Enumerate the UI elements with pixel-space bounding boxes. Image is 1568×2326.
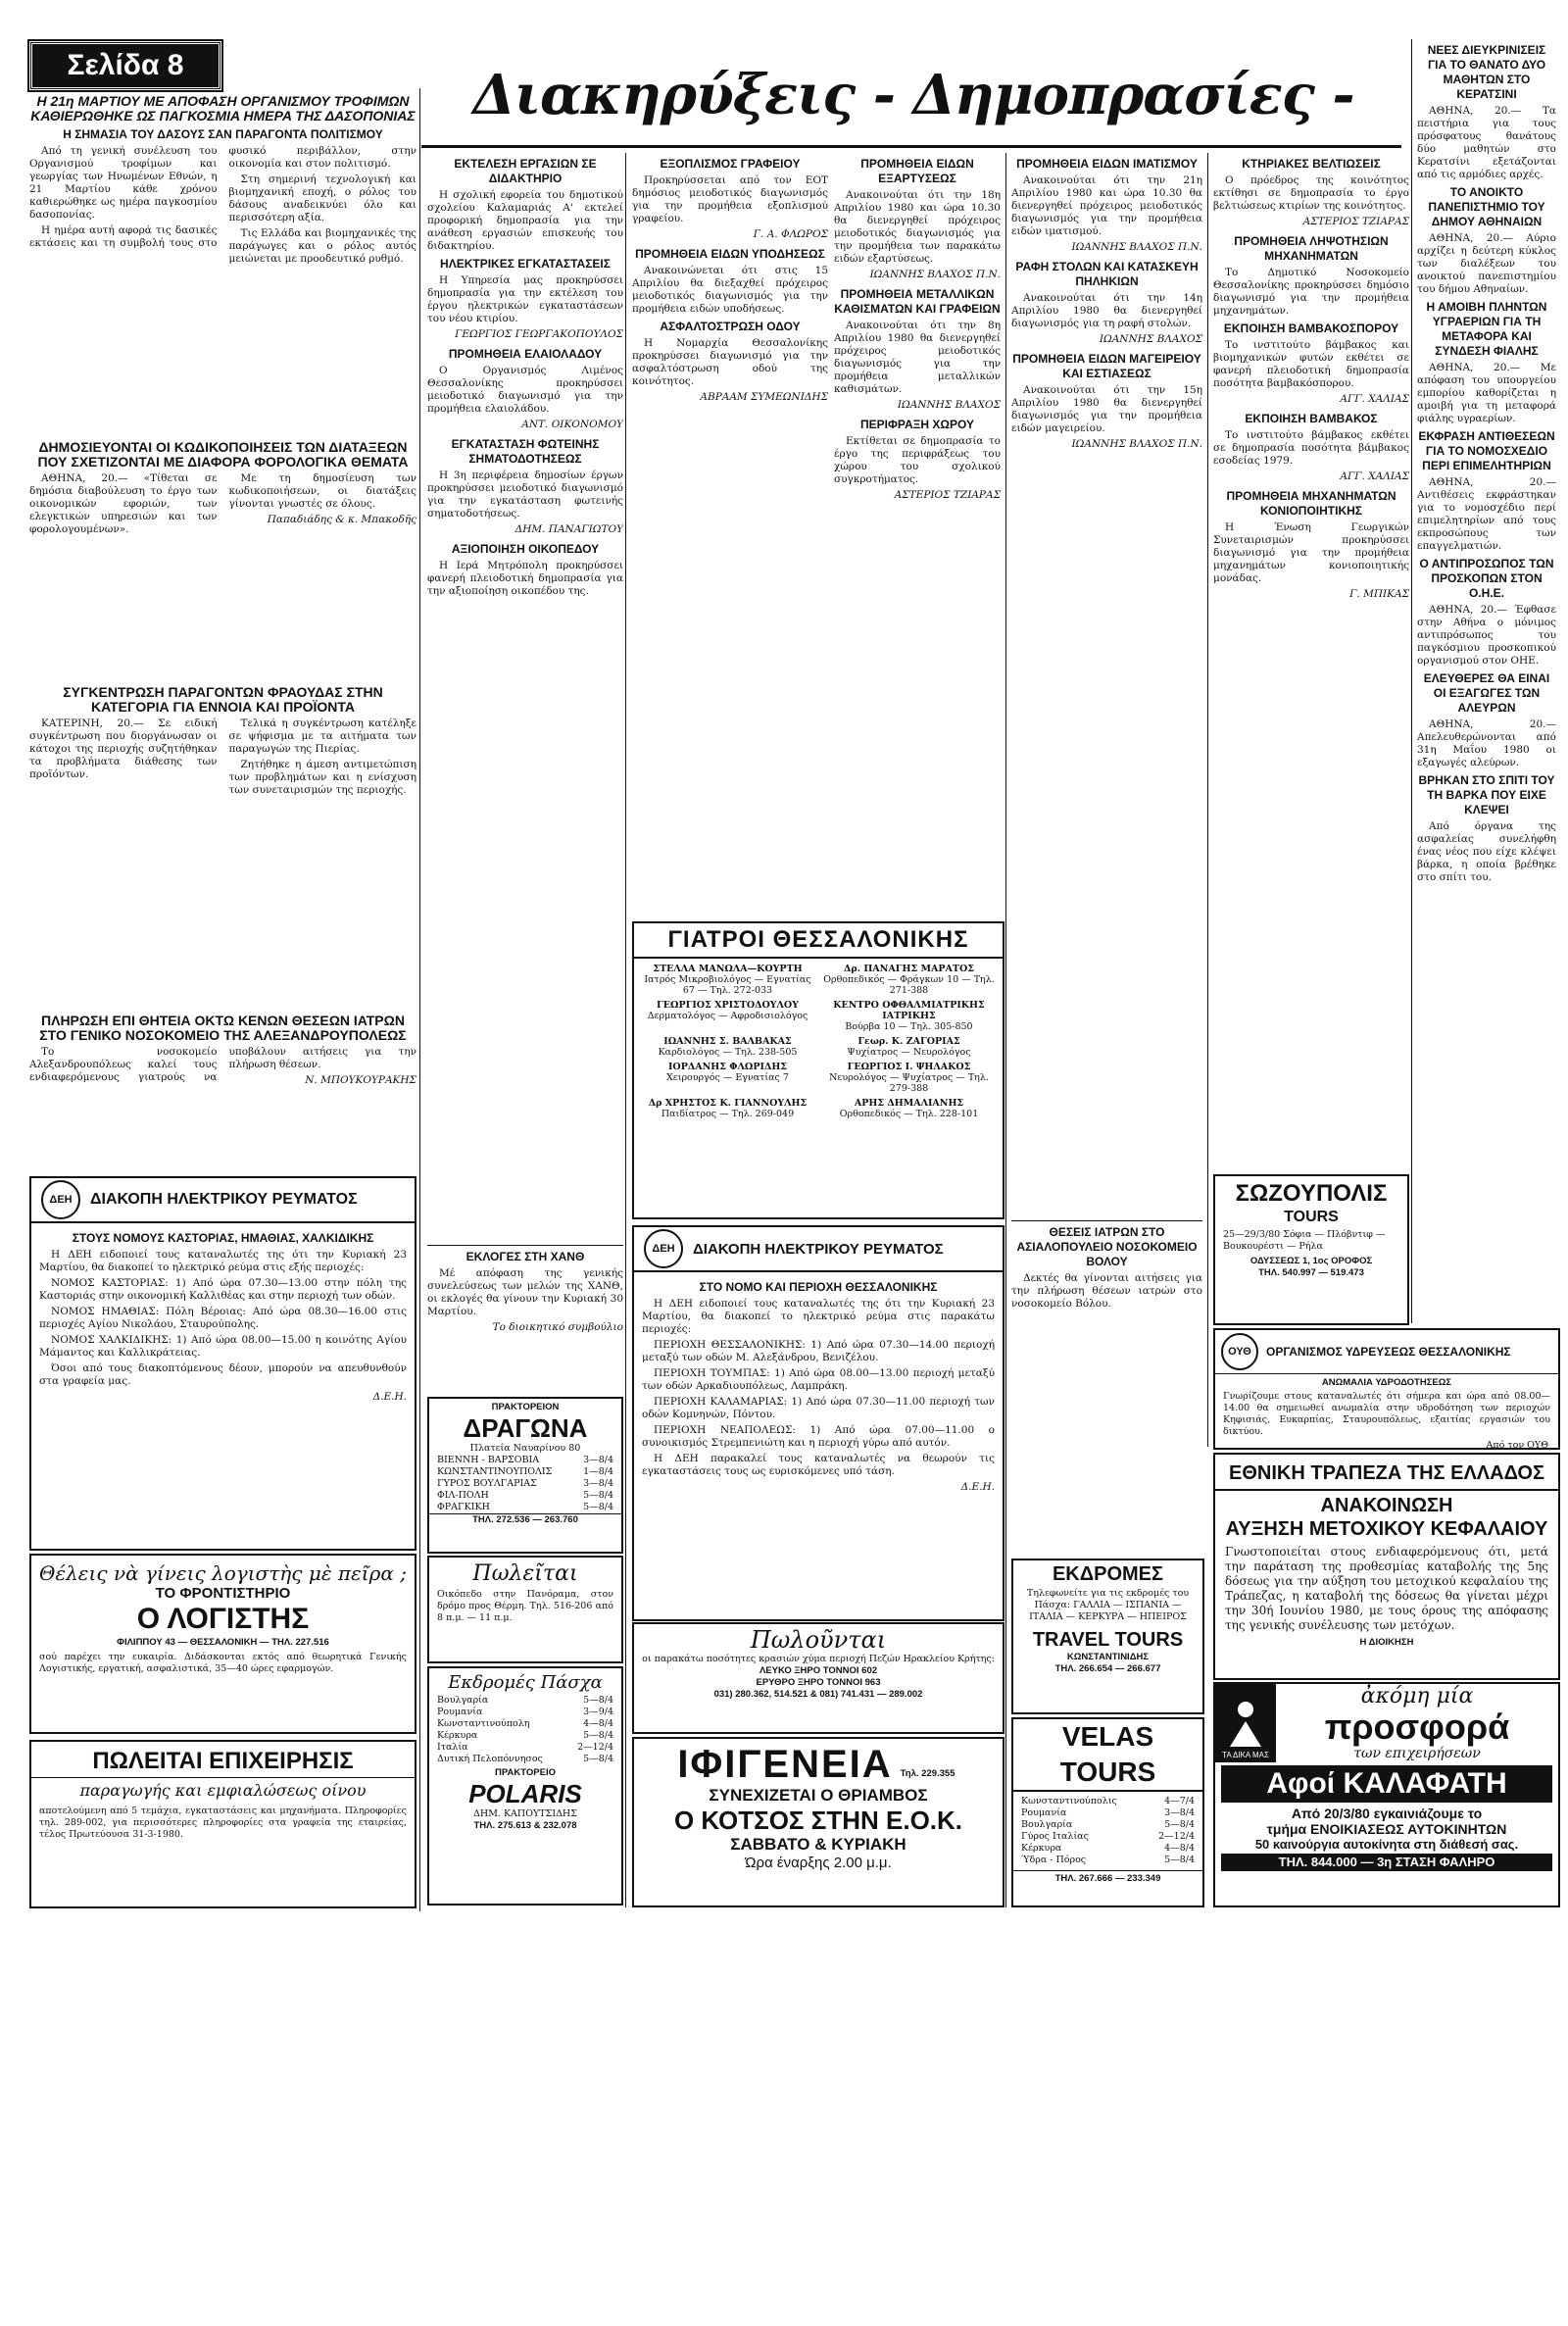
tax-article [29, 436, 416, 671]
volos-headline: ΘΕΣΕΙΣ ΙΑΤΡΩΝ ΣΤΟ ΑΣΙΑΛΟΠΟΥΛΕΙΟ ΝΟΣΟΚΟΜΕΙΟ ΒΟΛΟΥ [1016, 1225, 1198, 1268]
route-date: 4—7/4 [1164, 1796, 1195, 1806]
doctor-name: ΚΕΝΤΡΟ ΟΦΘΑΛΜΙΑΤΡΙΚΗΣ ΙΑΤΡΙΚΗΣ [833, 1000, 985, 1021]
route-date: 4—8/4 [583, 1718, 613, 1729]
sozo-addr: ΟΔΥΣΣΕΩΣ 1, 1ος ΟΡΟΦΟΣ [1250, 1256, 1373, 1266]
route-date: 4—8/4 [1164, 1843, 1195, 1854]
accountant-prep: ΤΟ ΦΡΟΝΤΙΣΤΗΡΙΟ [155, 1585, 291, 1602]
route-name: Κέρκυρα [1021, 1843, 1062, 1854]
route-row [1021, 1819, 1195, 1831]
chairs-headline: ΠΡΟΜΗΘΕΙΑ ΜΕΤΑΛΛΙΚΩΝ ΚΑΘΙΣΜΑΤΩΝ ΚΑΙ ΓΡΑΦΕΙΩΝ [834, 287, 1001, 316]
power-center-headline: ΣΤΟ ΝΟΜΟ ΚΑΙ ΠΕΡΙΟΧΗ ΘΕΣΣΑΛΟΝΙΚΗΣ [699, 1280, 938, 1294]
crete-text: οι παρακάτω ποσότητες κρασιών χύμα περιοχή Πεζών Ηρακλείου Κρήτης: [642, 1654, 995, 1664]
doctor-entry [823, 964, 995, 996]
power-center-notice [632, 1225, 1004, 1621]
crete-wine2: ΕΡΥΘΡΟ ΞΗΡΟ ΤΟΝΝΟΙ 963 [756, 1677, 881, 1688]
route-row [437, 1707, 613, 1718]
doctor-entry [642, 1000, 813, 1032]
kitchen-sign: ΙΩΑΝΝΗΣ ΒΛΑΧΟΣ Π.Ν. [1071, 438, 1202, 450]
volos-text: Δεκτές θα γίνονται αιτήσεις για την πλήρωση θέσεων ιατρών στο νοσοκομείο Βόλου. [1011, 1272, 1202, 1310]
signals-headline: ΕΓΚΑΤΑΣΤΑΣΗ ΦΩΤΕΙΝΗΣ ΣΗΜΑΤΟΔΟΤΗΣΕΩΣ [451, 437, 600, 466]
theatre-line1: ΣΥΝΕΧΙΖΕΤΑΙ Ο ΘΡΙΑΜΒΟΣ [709, 1786, 928, 1805]
route-row [437, 1478, 613, 1490]
theatre-line4: Ώρα έναρξης 2.00 μ.μ. [745, 1855, 892, 1871]
dei-logo-icon: ΔΕΗ [644, 1229, 683, 1268]
route-name: ΦΡΑΓΚΙΚΗ [437, 1502, 490, 1512]
business-sale-ad [29, 1740, 416, 1908]
route-name: ΒΙΕΝΝΗ - ΒΑΡΣΟΒΙΑ [437, 1455, 540, 1465]
fence-text: Εκτίθεται σε δημοπρασία το έργο της περιφράξεως του χώρου του σχολικού συγκροτήματος. [834, 435, 1001, 485]
pasxa-agency-label: ΠΡΑΚΤΟΡΕΙΟ [495, 1767, 556, 1778]
flour-headline: ΕΛΕΥΘΕΡΕΣ ΘΑ ΕΙΝΑΙ ΟΙ ΕΞΑΓΩΓΕΣ ΤΩΝ ΑΛΕΥΡΩΝ [1423, 671, 1550, 715]
fraud-p2: Τελικά η συγκέντρωση κατέληξε σε ψήφισμα με τα αιτήματα των παραγωγών της Πιερίας. [228, 718, 416, 755]
fraud-headline: ΣΥΓΚΕΝΤΡΩΣΗ ΠΑΡΑΓΟΝΤΩΝ ΦΡΑΟΥΔΑΣ ΣΤΗΝ ΚΑΤΕΓΟΡΙΑ ΓΙΑ ΕΝΝΟΙΑ ΚΑΙ ΠΡΟΪΟΝΤΑ [63, 684, 383, 715]
route-row [1021, 1831, 1195, 1843]
route-date: 5—8/4 [583, 1754, 613, 1764]
pasxa-title: Εκδρομές Πάσχα [448, 1672, 603, 1693]
kalafati-logo: ΤΑ ΔΙΚΑ ΜΑΣ [1215, 1684, 1276, 1762]
route-name: Κωνσταντινούπολη [437, 1718, 530, 1729]
accountant-address: ΦΙΛΙΠΠΟΥ 43 — ΘΕΣΣΑΛΟΝΙΚΗ — ΤΗΛ. 227.516 [117, 1637, 329, 1648]
banner-rule [421, 145, 1401, 148]
route-date: 3—8/4 [583, 1455, 613, 1465]
doctor-entry [642, 1062, 813, 1094]
doctor-name: Δρ ΧΡΗΣΤΟΣ Κ. ΓΙΑΝΝΟΥΛΗΣ [648, 1098, 808, 1109]
clothing-text: Ανακοινούται ότι την 21η Απριλίου 1980 και ώρα 10.30 θα διενεργηθεί πρόχειρος μειοδοτικός διαγωνισμός για την προμήθεια ειδών ιματισμού. [1011, 174, 1202, 237]
doctor-info: Ιατρός Μικροβιολόγος — Εγνατίας 67 — Τηλ. 272-033 [644, 974, 811, 996]
pasxa-agency: POLARIS [468, 1779, 582, 1808]
doctor-name: Γεωρ. Κ. ΖΑΓΟΡΙΑΣ [858, 1036, 960, 1047]
route-row [437, 1466, 613, 1478]
doctor-info: Παιδίατρος — Τηλ. 269-049 [661, 1109, 795, 1119]
banner-title: Διακηρύξεις - Δημοπρασίες - [472, 63, 1354, 127]
scouts-text: ΑΘΗΝΑ, 20.— Έφθασε στην Αθήνα ο μόνιμος αντιπρόσωπος του παγκόσμιου προσκοπικού οργανισμού στον ΟΗΕ. [1417, 604, 1556, 667]
travel-name: TRAVEL TOURS [1032, 1629, 1184, 1651]
power-center-p1: Η ΔΕΗ ειδοποιεί τους καταναλωτές της ότι την Κυριακή 23 Μαρτίου, θα διακοπεί το ηλεκτρικό ρεύμα στις παρακάτω περιοχές: [642, 1298, 995, 1335]
buildings-sign: ΑΣΤΕΡΙΟΣ ΤΖΙΑΡΑΣ [1302, 216, 1409, 227]
doctor-name: ΑΡΗΣ ΔΗΜΑΛΙΑΝΗΣ [854, 1098, 964, 1109]
doctor-info: Ορθοπεδικός — Φράγκων 10 — Τηλ. 271-388 [823, 974, 995, 996]
business-sale-text: αποτελούμενη από 5 τεμάχια, εγκαταστάσεις και μηχανήματα. Πληροφορίες τηλ. 289-002, για περισσότερες πληροφορίες στα γραφεία της εταιρείας, τέλος Πρωτεύουσα 31-3-1980. [39, 1806, 407, 1840]
cottonseed-sign: ΑΓΓ. ΧΑΛΙΑΣ [1340, 393, 1409, 405]
tax-headline: ΔΗΜΟΣΙΕΥΟΝΤΑΙ ΟΙ ΚΩΔΙΚΟΠΟΙΗΣΕΙΣ ΤΩΝ ΔΙΑΤΑΞΕΩΝ ΠΟΥ ΣΧΕΤΙΖΟΝΤΑΙ ΜΕ ΔΙΑΦΟΡΑ ΦΟΡΟΛΟΓΙΚΑ ΘΕΜΑΤΑ [37, 439, 409, 470]
doctor-info: Δερματολόγος — Αφροδισιολόγος [647, 1011, 808, 1021]
velas-phone: ΤΗΛ. 267.666 — 233.349 [1013, 1870, 1202, 1885]
route-date: 2—12/4 [577, 1742, 613, 1753]
office-equipment-sign: Γ. Α. ΦΛΩΡΟΣ [753, 228, 828, 240]
route-row [1021, 1796, 1195, 1807]
route-name: Γύρος Ιταλίας [1021, 1831, 1089, 1842]
route-row [1021, 1843, 1195, 1855]
pasxa-ad [427, 1666, 623, 1905]
olive-oil-headline: ΠΡΟΜΗΘΕΙΑ ΕΛΑΙΟΛΑΔΟΥ [448, 347, 603, 361]
news-column-7 [1417, 39, 1556, 1323]
route-row [1021, 1807, 1195, 1819]
plot-headline: ΑΞΙΟΠΟΙΗΣΗ ΟΙΚΟΠΕΔΟΥ [451, 542, 600, 556]
power-left-p3: ΝΟΜΟΣ ΗΜΑΘΙΑΣ: Πόλη Βέροιας: Από ώρα 08.30—16.00 στις περιοχές Αγίου Νικολάου, Σταυρούπολης. [39, 1306, 407, 1330]
uniforms-text: Ανακοινούται ότι την 14η Απριλίου 1980 θα διενεργηθεί διαγωνισμός για τη ραφή στολών. [1011, 292, 1202, 329]
power-left-notice [29, 1176, 416, 1551]
kitchen-text: Ανακοινούται ότι την 15η Απριλίου 1980 θα διενεργηθεί διαγωνισμός για την προμήθεια ειδών μαγειρείου. [1011, 384, 1202, 434]
dei-logo-icon: ΔΕΗ [41, 1180, 80, 1219]
doctor-entry [642, 1036, 813, 1058]
route-name: ΦΙΛ-ΠΟΛΗ [437, 1490, 489, 1501]
doctor-entry [823, 1036, 995, 1058]
electrical-sign: ΓΕΩΡΓΙΟΣ ΓΕΩΡΓΑΚΟΠΟΥΛΟΣ [455, 328, 623, 340]
route-name: Ρουμανία [437, 1707, 483, 1717]
xanth-elections [427, 1245, 623, 1393]
kalafati-line3: των επιχειρήσεων [1353, 1746, 1481, 1761]
plot-text: Η Ιερά Μητρόπολη προκηρύσσει φανερή πλειοδοτική δημοπρασία για την αξιοποίηση οικοπέδου της. [427, 560, 623, 597]
kitchen-headline: ΠΡΟΜΗΘΕΙΑ ΕΙΔΩΝ ΜΑΓΕΙΡΕΙΟΥ ΚΑΙ ΕΣΤΙΑΣΕΩΣ [1012, 352, 1201, 380]
forests-p3: Στη σημερινή τεχνολογική και βιομηχανική εποχή, ο ρόλος του δάσους αναδεικνύει όλο και περισσότερη αξία. [228, 173, 416, 223]
doctor-name: ΓΕΩΡΓΙΟΣ Ι. ΨΗΛΑΚΟΣ [847, 1062, 971, 1072]
forests-p2: Η ημέρα αυτή αφορά τις δασικές εκτάσεις και τη συμβολή τους στο φυσικό περιβάλλον, στην οικονομία και στον πολιτισμό. [29, 145, 416, 249]
velas-name: VELAS TOURS [1013, 1719, 1202, 1792]
doctors-directory [632, 921, 1004, 1219]
office-equipment-text: Προκηρύσσεται από τον ΕΟΤ δημόσιος μειοδοτικός διαγωνισμός για την προμήθεια εξοπλισμού γραφείου. [632, 174, 828, 224]
accountant-tagline: Θέλεις νὰ γίνεις λογιστὴς μὲ πεῖρα ; [39, 1561, 407, 1585]
power-center-p2: ΠΕΡΙΟΧΗ ΘΕΣΣΑΛΟΝΙΚΗΣ: 1) Από ώρα 07.30—14.00 περιοχή μεταξύ των οδών Μ. Αλεξάνδρου, Βενιζέλου. [642, 1339, 995, 1363]
route-name: Ύδρα - Πόρος [1021, 1855, 1087, 1865]
tenders-column-6 [1213, 153, 1409, 1167]
machines-headline: ΠΡΟΜΗΘΕΙΑ ΛΗΨΟΤΗΣΙΩΝ ΜΗΧΑΝΗΜΑΤΩΝ [1234, 234, 1389, 263]
doctor-info: Καρδιολόγος — Τηλ. 238-505 [658, 1047, 798, 1058]
accountant-name: Ο ΛΟΓΙΣΤΗΣ [136, 1603, 310, 1635]
tenders-column-4 [834, 153, 1001, 917]
doctor-entry [642, 1098, 813, 1119]
doctors-p1: Το νοσοκομείο Αλεξανδρουπόλεως καλεί τους ενδιαφερόμενους γιατρούς να υποβάλουν αιτήσεις για την πλήρωση θέσεων. [29, 1046, 416, 1083]
bank-sub: ΑΝΑΚΟΙΝΩΣΗ [1320, 1495, 1453, 1516]
route-row [437, 1490, 613, 1502]
keratsini-headline: ΝΕΕΣ ΔΙΕΥΚΡΙΝΙΣΕΙΣ ΓΙΑ ΤΟ ΘΑΝΑΤΟ ΔΥΟ ΜΑΘΗΤΩΝ ΣΤΟ ΚΕΡΑΤΣΙΝΙ [1427, 43, 1546, 101]
asphalt-text: Η Νομαρχία Θεσσαλονίκης προκηρύσσει διαγωνισμό για την ασφαλτόστρωση οδού της κοινότητος. [632, 337, 828, 387]
route-date: 5—8/4 [583, 1502, 613, 1512]
cottonseed-headline: ΕΚΠΟΙΗΣΗ ΒΑΜΒΑΚΟΣΠΟΡΟΥ [1223, 322, 1399, 335]
doctor-entry [642, 964, 813, 996]
route-date: 3—9/4 [583, 1707, 613, 1717]
route-row [437, 1754, 613, 1765]
forests-p1: Από τη γενική συνέλευση του Οργανισμού τροφίμων και γεωργίας των Ηνωμένων Εθνών, η 21 Μαρτίου κάθε χρόνου καθιερώθηκε ως ημέρα παγκοσμίου δασοπονίας. [29, 145, 218, 221]
oyth-logo: ΟΥΘ [1221, 1333, 1258, 1370]
route-row [437, 1730, 613, 1742]
accountant-text: σού παρέχει την ευκαιρία. Διδάσκονται εκτός από θεωρητικά Γενικής Λογιστικής, εργατική, ασφαλιστικά, 35—40 ώρες εφαρμογών. [39, 1652, 407, 1674]
velas-ad [1011, 1717, 1204, 1907]
doctor-info: Βούρβα 10 — Τηλ. 305-850 [845, 1021, 973, 1032]
olive-oil-sign: ΑΝΤ. ΟΙΚΟΝΟΜΟΥ [521, 419, 623, 430]
power-left-banner: ΔΕΗ ΔΙΑΚΟΠΗ ΗΛΕΚΤΡΙΚΟΥ ΡΕΥΜΑΤΟΣ [31, 1178, 415, 1223]
open-uni-headline: ΤΟ ΑΝΟΙΚΤΟ ΠΑΝΕΠΙΣΤΗΜΙΟ ΤΟΥ ΔΗΜΟΥ ΑΘΗΝΑΙΩΝ [1428, 185, 1545, 228]
doctor-info: Νευρολόγος — Ψυχίατρος — Τηλ. 279-388 [829, 1072, 989, 1094]
doctors-article [29, 1010, 416, 1171]
harness-sign: ΙΩΑΝΝΗΣ ΒΛΑΧΟΣ Π.Ν. [869, 269, 1001, 280]
sozo-phone: ΤΗΛ. 540.997 — 519.473 [1258, 1267, 1364, 1278]
bank-sign: Η ΔΙΟΙΚΗΣΗ [1359, 1637, 1414, 1648]
oyth-headline: ΑΝΩΜΑΛΙΑ ΥΔΡΟΔΟΤΗΣΕΩΣ [1321, 1377, 1452, 1388]
oyth-text: Γνωρίζουμε στους καταναλωτές ότι σήμερα και ώρα από 08.00—14.00 θα σημειωθεί ανωμαλία στην υδροδότηση των περιοχών Κηφισιάς, Ευκαρπίας, Σταυρουπόλεως, εξαιτίας εργασιών του δικτύου. [1223, 1391, 1550, 1437]
forests-article [29, 90, 416, 428]
travel-phone: ΤΗΛ. 266.654 — 266.677 [1054, 1663, 1161, 1674]
route-name: Ιταλία [437, 1742, 468, 1753]
dragona-addr: Πλατεία Ναυαρίνου 80 [469, 1443, 581, 1454]
bank-head: ΑΥΞΗΣΗ ΜΕΤΟΧΙΚΟΥ ΚΕΦΑΛΑΙΟΥ [1225, 1518, 1548, 1540]
route-row [437, 1455, 613, 1466]
bank-notice [1213, 1453, 1560, 1680]
route-date: 3—8/4 [1164, 1807, 1195, 1818]
sozo-tours: TOURS [1284, 1209, 1339, 1225]
clothing-sign: ΙΩΑΝΝΗΣ ΒΛΑΧΟΣ Π.Ν. [1071, 241, 1202, 253]
doctor-name: ΙΩΑΝΝΗΣ Σ. ΒΑΛΒΑΚΑΣ [663, 1036, 792, 1047]
power-left-p1: Η ΔΕΗ ειδοποιεί τους καταναλωτές της ότι την Κυριακή 23 Μαρτίου, θα διακοπεί το ηλεκτρικό ρεύμα στις εξής περιοχές: [39, 1249, 407, 1273]
fence-headline: ΠΕΡΙΦΡΑΞΗ ΧΩΡΟΥ [860, 418, 974, 431]
harness-text: Ανακοινούται ότι την 18η Απριλίου 1980 και ώρα 10.30 θα διενεργηθεί πρόχειρος μειοδοτικός διαγωνισμός για την προμήθεια των παρακάτω ειδών εξαρτύσεως. [834, 189, 1001, 265]
kalafati-line5: τμήμα ΕΝΟΙΚΙΑΣΕΩΣ ΑΥΤΟΚΙΝΗΤΩΝ [1266, 1821, 1507, 1837]
xanth-text: Μέ απόφαση της γενικής συνελεύσεως των μελών της ΧΑΝΘ, οι εκλογές θα γίνουν την Κυριακή 30 Μαρτίου. [427, 1267, 623, 1317]
page-label: Σελίδα 8 [29, 41, 221, 90]
crete-title: Πωλοῦνται [750, 1626, 887, 1654]
bank-text: Γνωστοποιείται στους ενδιαφερόμενους ότι, μετά την παράταση της προθεσμίας καταβολής της 5ης δόσεως για την αύξηση του μετοχικού κεφαλαίου της Τράπεζας, η καταβολή της δόσεως θα γίνεται μέχρι την 30ή Ιουνίου 1980, με τους όρους της απόφασης της γενικής συνέλευσης των μετόχων. [1225, 1545, 1548, 1632]
doctor-name: Δρ. ΠΑΝΑΓΗΣ ΜΑΡΑΤΟΣ [844, 964, 974, 974]
chambers-text: ΑΘΗΝΑ, 20.— Αντιθέσεις εκφράστηκαν για το νομοσχέδιο περί επιμελητηρίων από τους εκπροσώπους των επαγγελματιών. [1417, 476, 1556, 552]
route-date: 5—8/4 [1164, 1819, 1195, 1830]
velas-routes [1013, 1792, 1202, 1870]
accountant-ad [29, 1554, 416, 1734]
power-center-sign: Δ.Ε.Η. [960, 1481, 995, 1493]
cotton-headline: ΕΚΠΟΙΗΣΗ ΒΑΜΒΑΚΟΣ [1245, 412, 1378, 425]
milling-text: Η Ένωση Γεωργικών Συνεταιρισμών προκηρύσσει διαγωνισμό για την προμήθεια μηχανημάτων κονιοποιητικής μονάδας. [1213, 521, 1409, 584]
excursions-text: Τηλεφωνείτε για τις εκδρομές του Πάσχα: ΓΑΛΛΙΑ — ΙΣΠΑΝΙΑ — ΙΤΑΛΙΑ — ΚΕΡΚΥΡΑ — ΗΠΕΙΡΟΣ [1026, 1588, 1190, 1622]
power-left-headline: ΣΤΟΥΣ ΝΟΜΟΥΣ ΚΑΣΤΟΡΙΑΣ, ΗΜΑΘΙΑΣ, ΧΑΛΚΙΔΙΚΗΣ [72, 1231, 374, 1245]
route-name: Βουλγαρία [437, 1695, 489, 1706]
theatre-line2: Ο ΚΟΤΣΟΣ ΣΤΗΝ Ε.Ο.Κ. [673, 1806, 963, 1835]
sozo-text: 25—29/3/80 Σόφια — Πλόβντιφ — Βουκουρέστι — Ρήλα [1223, 1229, 1386, 1252]
kalafati-phone: ΤΗΛ. 844.000 — 3η ΣΤΑΣΗ ΦΑΛΗΡΟ [1221, 1854, 1552, 1871]
business-sale-subtitle: παραγωγής και εμφιαλώσεως οίνου [79, 1781, 367, 1800]
pasxa-addr: ΔΗΜ. ΚΑΠΟΥΤΣΙΔΗΣ [473, 1808, 577, 1819]
dragona-phone: ΤΗΛ. 272.536 — 263.760 [429, 1513, 621, 1526]
doctor-entry [823, 1098, 995, 1119]
clothing-headline: ΠΡΟΜΗΘΕΙΑ ΕΙΔΩΝ ΙΜΑΤΙΣΜΟΥ [1016, 157, 1198, 171]
route-name: Ρουμανία [1021, 1807, 1067, 1818]
buildings-text: Ο πρόεδρος της κοινότητος εκτίθησι σε δημοπρασία το έργο βελτιώσεως κτιρίων της κοινότητος. [1213, 174, 1409, 212]
route-name: ΚΩΝΣΤΑΝΤΙΝΟΥΠΟΛΙΣ [437, 1466, 553, 1477]
power-center-p6: Η ΔΕΗ παρακαλεί τους καταναλωτές να θεωρούν τις εγκαταστάσεις τους ως ευρισκόμενες υπό τάση. [642, 1453, 995, 1477]
olive-oil-text: Ο Οργανισμός Λιμένος Θεσσαλονίκης προκηρύσσει μειοδοτικό διαγωνισμό για την προμήθεια ελαιολάδου. [427, 365, 623, 415]
route-date: 5—8/4 [583, 1730, 613, 1741]
sozopolis-ad [1213, 1174, 1409, 1325]
asphalt-sign: ΑΒΡΑΑΜ ΣΥΜΕΩΝΙΔΗΣ [700, 391, 828, 403]
theatre-ad [632, 1737, 1004, 1907]
scouts-headline: Ο ΑΝΤΙΠΡΟΣΩΠΟΣ ΤΩΝ ΠΡΟΣΚΟΠΩΝ ΣΤΟΝ Ο.Η.Ε. [1419, 557, 1554, 600]
open-uni-text: ΑΘΗΝΑ, 20.— Αύριο αρχίζει η δεύτερη κύκλος των διαλέξεων του ανοικτού πανεπιστημίου του δήμου Αθηναίων. [1417, 232, 1556, 295]
uniforms-sign: ΙΩΑΝΝΗΣ ΒΛΑΧΟΣ [1099, 333, 1202, 345]
lpg-text: ΑΘΗΝΑ, 20.— Με απόφαση του υπουργείου εμπορίου καθορίζεται η αμοιβή για τη μεταφορά φιάλης υγραερίων. [1417, 362, 1556, 424]
kalafati-ad [1213, 1682, 1560, 1907]
power-center-p3: ΠΕΡΙΟΧΗ ΤΟΥΜΠΑΣ: 1) Από ώρα 08.00—13.00 περιοχή μεταξύ των οδών Αρκαδιουπόλεως, Λαμπράκη. [642, 1367, 995, 1392]
boat-text: Από όργανα της ασφαλείας συνελήφθη ένας νέος που είχε κλέψει βάρκα, η οποία βρέθηκε στο σπίτι του. [1417, 820, 1556, 883]
forests-headline: Η 21η ΜΑΡΤΙΟΥ ΜΕ ΑΠΟΦΑΣΗ ΟΡΓΑΝΙΣΜΟΥ ΤΡΟΦΙΜΩΝ ΚΑΘΙΕΡΩΘΗΚΕ ΩΣ ΠΑΓΚΟΣΜΙΑ ΗΜΕΡΑ ΤΗΣ ΔΑΣΟΠΟΝΙΑΣ [30, 93, 416, 124]
power-center-p4: ΠΕΡΙΟΧΗ ΚΑΛΑΜΑΡΙΑΣ: 1) Από ώρα 07.30—11.00 περιοχή των οδών Κομνηνών, Πόντου. [642, 1396, 995, 1420]
tenders-column-3 [632, 153, 828, 917]
power-center-p5: ΠΕΡΙΟΧΗ ΝΕΑΠΟΛΕΩΣ: 1) Από ώρα 07.00—11.00 ο συνοικισμός Στρεμπενιώτη και η περιοχή γύρω από αυτόν. [642, 1424, 995, 1449]
power-left-p4: ΝΟΜΟΣ ΧΑΛΚΙΔΙΚΗΣ: 1) Από ώρα 08.00—15.00 η κοινότης Αγίου Μάμαντος και Καλλικράτειας. [39, 1334, 407, 1359]
doctor-name: ΙΟΡΔΑΝΗΣ ΦΛΩΡΙΔΗΣ [667, 1062, 788, 1072]
dragona-label: ΠΡΑΚΤΟΡΕΙΟΝ [491, 1402, 560, 1412]
travel-sub: ΚΩΝΣΤΑΝΤΙΝΙΔΗΣ [1066, 1652, 1150, 1662]
excursions-ad [1011, 1559, 1204, 1714]
kalafati-line4: Από 20/3/80 εγκαινιάζουμε το [1291, 1806, 1483, 1821]
pasxa-phone: ΤΗΛ. 275.613 & 232.078 [473, 1820, 577, 1831]
crete-phone: 031) 280.362, 514.521 & 081) 741.431 — 289.002 [713, 1689, 923, 1700]
route-date: 3—8/4 [583, 1478, 613, 1489]
kalafati-line6: 50 καινούργια αυτοκίνητα στη διάθεσή σας. [1254, 1837, 1519, 1852]
tax-p2: Με τη δημοσίευση των κωδικοποιήσεων, οι διατάξεις γίνονται γνωστές σε όλους. [228, 472, 416, 510]
tenders-column-2 [427, 153, 623, 1243]
doctor-info: Ορθοπεδικός — Τηλ. 228-101 [839, 1109, 979, 1119]
doctor-name: ΣΤΕΛΛΑ ΜΑΝΩΛΑ—ΚΟΥΡΤΗ [653, 964, 803, 974]
sozo-name: ΣΩΖΟΥΠΟΛΙΣ [1235, 1180, 1388, 1207]
person-icon [1238, 1702, 1253, 1717]
route-row [437, 1502, 613, 1513]
route-name: Κέρκυρα [437, 1730, 478, 1741]
theatre-title: ΙΦΙΓΕΝΕΙΑ [677, 1743, 893, 1786]
person-body-icon [1230, 1721, 1261, 1747]
oyth-title: ΟΡΓΑΝΙΣΜΟΣ ΥΔΡΕΥΣΕΩΣ ΘΕΣΣΑΛΟΝΙΚΗΣ [1266, 1345, 1511, 1359]
route-date: 1—8/4 [583, 1466, 613, 1477]
doctor-entry [823, 1062, 995, 1094]
route-name: ΓΥΡΟΣ ΒΟΥΛΓΑΡΙΑΣ [437, 1478, 537, 1489]
cottonseed-text: Το ινστιτούτο βάμβακος και βιομηχανικών φυτών εκθέτει σε φανερή πλειοδοτική δημοπρασία ποσότητα βαμβακόσπορου. [1213, 339, 1409, 389]
forests-p4: Τις Ελλάδα και βιομηχανικές της παράγωγες και ο ρόλος αυτός μειώνεται με προοδευτικό ρυθμό. [228, 227, 416, 265]
doctor-name: ΓΕΩΡΓΙΟΣ ΧΡΙΣΤΟΔΟΥΛΟΥ [657, 1000, 799, 1011]
fraud-p1: ΚΑΤΕΡΙΝΗ, 20.— Σε ειδική συγκέντρωση που διοργάνωσαν οι κάτοχοι της περιοχής συζητήθηκαν τα προβλήματα διάθεσης των προϊόντων. [29, 718, 218, 780]
doctors-sign: Ν. ΜΠΟΥΚΟΥΡΑΚΗΣ [305, 1074, 416, 1086]
tax-sign: Παπαδιάδης & κ. Μπακοδῆς [267, 514, 416, 525]
kalafati-name: Αφοί ΚΑΛΑΦΑΤΗ [1221, 1765, 1552, 1803]
excursions-title: ΕΚΔΡΟΜΕΣ [1052, 1563, 1164, 1585]
electrical-text: Η Υπηρεσία μας προκηρύσσει δημοπρασία για την εκτέλεση του έργου ηλεκτρικών εγκαταστάσεων του νέου κτιρίου. [427, 274, 623, 324]
doctor-info: Χειρουργός — Εγνατίας 7 [666, 1072, 789, 1083]
doctors-headline: ΠΛΗΡΩΣΗ ΕΠΙ ΘΗΤΕΙΑ ΟΚΤΩ ΚΕΝΩΝ ΘΕΣΕΩΝ ΙΑΤΡΩΝ ΣΤΟ ΓΕΝΙΚΟ ΝΟΣΟΚΟΜΕΙΟ ΤΗΣ ΑΛΕΞΑΝΔΡΟΥΠΟΛΕΩΣ [39, 1013, 407, 1043]
business-sale-title: ΠΩΛΕΙΤΑΙ ΕΠΙΧΕΙΡΗΣΙΣ [31, 1748, 415, 1778]
fraud-p3: Ζητήθηκε η άμεση αντιμετώπιση των προβλημάτων και η ενίσχυση των συνεταιρισμών της περιοχής. [228, 759, 416, 796]
asphalt-headline: ΑΣΦΑΛΤΟΣΤΡΩΣΗ ΟΔΟΥ [660, 320, 801, 333]
signals-sign: ΔΗΜ. ΠΑΝΑΓΙΩΤΟΥ [514, 523, 623, 535]
fence-sign: ΑΣΤΕΡΙΟΣ ΤΖΙΑΡΑΣ [894, 489, 1001, 501]
route-row [437, 1742, 613, 1754]
buildings-headline: ΚΤΗΡΙΑΚΕΣ ΒΕΛΤΙΩΣΕΙΣ [1242, 157, 1381, 171]
tax-p1: ΑΘΗΝΑ, 20.— «Τίθεται σε δημόσια διαβούλευση το έργο των οικονομικών εφοριών, των ελεγκτικών υπηρεσιών και των φορολογουμένων». [29, 472, 218, 535]
oyth-sign: Από τον ΟΥΘ [1486, 1440, 1548, 1450]
route-date: 5—8/4 [583, 1490, 613, 1501]
dragona-name: ΔΡΑΓΩΝΑ [463, 1413, 588, 1443]
kalafati-line2: προσφορά [1324, 1707, 1510, 1747]
milling-headline: ΠΡΟΜΗΘΕΙΑ ΜΗΧΑΝΗΜΑΤΩΝ ΚΟΝΙΟΠΟΙΗΤΙΚΗΣ [1226, 489, 1396, 518]
milling-sign: Γ. ΜΠΙΚΑΣ [1349, 588, 1409, 600]
keratsini-text: ΑΘΗΝΑ, 20.— Τα πειστήρια για τους πρόσφατους θανάτους δύο μαθητών στο Κερατσίνι εξετάζονται από τις αρμόδιες αρχές. [1417, 105, 1556, 180]
land-sale-ad [427, 1556, 623, 1663]
kalafati-line1: ἀκόμη μία [1360, 1684, 1474, 1708]
pasxa-routes [429, 1693, 621, 1767]
dragona-ad [427, 1397, 623, 1554]
forests-subhead: Η ΣΗΜΑΣΙΑ ΤΟΥ ΔΑΣΟΥΣ ΣΑΝ ΠΑΡΑΓΟΝΤΑ ΠΟΛΙΤΙΣΜΟΥ [63, 127, 383, 141]
power-center-banner: ΔΕΗ ΔΙΑΚΟΠΗ ΗΛΕΚΤΡΙΚΟΥ ΡΕΥΜΑΤΟΣ [634, 1227, 1003, 1272]
xanth-headline: ΕΚΛΟΓΕΣ ΣΤΗ ΧΑΝΘ [466, 1250, 585, 1263]
lpg-headline: Η ΑΜΟΙΒΗ ΠΛΗΝΤΩΝ ΥΓΡΑΕΡΙΩΝ ΓΙΑ ΤΗ ΜΕΤΑΦΟΡΑ ΚΑΙ ΣΥΝΔΕΣΗ ΦΙΑΛΗΣ [1426, 300, 1547, 358]
theatre-tel: Τηλ. 229.355 [900, 1768, 956, 1779]
cotton-sign: ΑΓΓ. ΧΑΛΙΑΣ [1340, 470, 1409, 482]
oyth-notice [1213, 1328, 1560, 1450]
fraud-article [29, 681, 416, 1000]
crete-wine1: ΛΕΥΚΟ ΞΗΡΟ ΤΟΝΝΟΙ 602 [759, 1665, 878, 1676]
cotton-text: Το ινστιτούτο βάμβακος εκθέτει σε δημοπρασία ποσότητα βάμβακος εσοδείας 1979. [1213, 429, 1409, 467]
route-name: Δυτική Πελοπόννησος [437, 1754, 543, 1764]
uniforms-headline: ΡΑΦΗ ΣΤΟΛΩΝ ΚΑΙ ΚΑΤΑΣΚΕΥΗ ΠΗΛΗΚΙΩΝ [1015, 260, 1199, 288]
crete-wine-ad [632, 1622, 1004, 1734]
shoes-text: Ανακοινώνεται ότι στις 15 Απριλίου θα διεξαχθεί πρόχειρος μειοδοτικός διαγωνισμός για την προμήθεια ειδών υποδήσεως. [632, 265, 828, 315]
route-date: 5—8/4 [1164, 1855, 1195, 1865]
land-sale-title: Πωλεῖται [472, 1561, 578, 1586]
office-equipment-headline: ΕΞΟΠΛΙΣΜΟΣ ΓΡΑΦΕΙΟΥ [660, 157, 801, 171]
theatre-line3: ΣΑΒΒΑΤΟ & ΚΥΡΙΑΚΗ [730, 1835, 906, 1854]
boat-headline: ΒΡΗΚΑΝ ΣΤΟ ΣΠΙΤΙ ΤΟΥ ΤΗ ΒΑΡΚΑ ΠΟΥ ΕΙΧΕ ΚΛΕΨΕΙ [1418, 773, 1555, 817]
chairs-text: Ανακοινούται ότι την 8η Απριλίου 1980 θα διενεργηθεί πρόχειρος μειοδοτικός διαγωνισμός για την προμήθεια μεταλλικών καθισμάτων. [834, 320, 1001, 395]
school-repair-headline: ΕΚΤΕΛΕΣΗ ΕΡΓΑΣΙΩΝ ΣΕ ΔΙΔΑΚΤΗΡΙΟ [454, 157, 597, 185]
route-row [437, 1718, 613, 1730]
xanth-sign: Το διοικητικό συμβούλιο [492, 1321, 623, 1333]
power-left-p5: Όσοι από τους διακοπτόμενους δέουν, μπορούν να απευθυνθούν στα γραφεία μας. [39, 1362, 407, 1387]
tenders-column-5 [1011, 153, 1202, 1015]
route-name: Βουλγαρία [1021, 1819, 1073, 1830]
volos-doctors [1011, 1220, 1202, 1555]
land-sale-text: Οικόπεδο στην Πανόραμα, στον δρόμο προς Θέρμη. Τηλ. 516-206 από 8 π.μ. — 11 π.μ. [437, 1589, 613, 1623]
bank-title: ΕΘΝΙΚΗ ΤΡΑΠΕΖΑ ΤΗΣ ΕΛΛΑΔΟΣ [1215, 1460, 1558, 1491]
signals-text: Η 3η περιφέρεια δημοσίων έργων προκηρύσσει μειοδοτικό διαγωνισμό για την εγκατάσταση φωτεινής σηματοδοτήσεως. [427, 470, 623, 520]
chairs-sign: ΙΩΑΝΝΗΣ ΒΛΑΧΟΣ [897, 399, 1001, 411]
doctors-directory-title: ΓΙΑΤΡΟΙ ΘΕΣΣΑΛΟΝΙΚΗΣ [634, 923, 1003, 959]
machines-text: Το Δημοτικό Νοσοκομείο Θεσσαλονίκης προκηρύσσει δημόσιο διαγωνισμό για την προμήθεια μηχανημάτων. [1213, 267, 1409, 317]
shoes-headline: ΠΡΟΜΗΘΕΙΑ ΕΙΔΩΝ ΥΠΟΔΗΣΕΩΣ [635, 247, 825, 261]
chambers-headline: ΕΚΦΡΑΣΗ ΑΝΤΙΘΕΣΕΩΝ ΓΙΑ ΤΟ ΝΟΜΟΣΧΕΔΙΟ ΠΕΡΙ ΕΠΙΜΕΛΗΤΗΡΙΩΝ [1418, 429, 1555, 472]
dragona-routes [429, 1455, 621, 1513]
harness-headline: ΠΡΟΜΗΘΕΙΑ ΕΙΔΩΝ ΕΞΑΡΤΥΣΕΩΣ [860, 157, 974, 185]
school-repair-text: Η σχολική εφορεία του δημοτικού σχολείου Καλαμαριάς Α' εκτελεί προφορική δημοπρασία για την ανάθεση εργασιών επισκευής του διδακτηρίου. [427, 189, 623, 252]
doctor-entry [823, 1000, 995, 1032]
flour-text: ΑΘΗΝΑ, 20.— Απελευθερώνονται από 31η Μαΐου 1980 οι εξαγωγές αλεύρων. [1417, 718, 1556, 768]
route-row [437, 1695, 613, 1707]
power-left-sign: Δ.Ε.Η. [372, 1391, 407, 1403]
route-row [1021, 1855, 1195, 1866]
electrical-headline: ΗΛΕΚΤΡΙΚΕΣ ΕΓΚΑΤΑΣΤΑΣΕΙΣ [440, 257, 611, 271]
route-date: 2—12/4 [1158, 1831, 1195, 1842]
doctor-info: Ψυχίατρος — Νευρολόγος [847, 1047, 971, 1058]
route-date: 5—8/4 [583, 1695, 613, 1706]
doctors-list [634, 959, 1003, 1124]
route-name: Κωνσταντινούπολις [1021, 1796, 1117, 1806]
power-left-p2: ΝΟΜΟΣ ΚΑΣΤΟΡΙΑΣ: 1) Από ώρα 07.30—13.00 στην πόλη της Καστοριάς στην οικονομική Καλλιθέας και στην περιοχή των οδών. [39, 1277, 407, 1302]
